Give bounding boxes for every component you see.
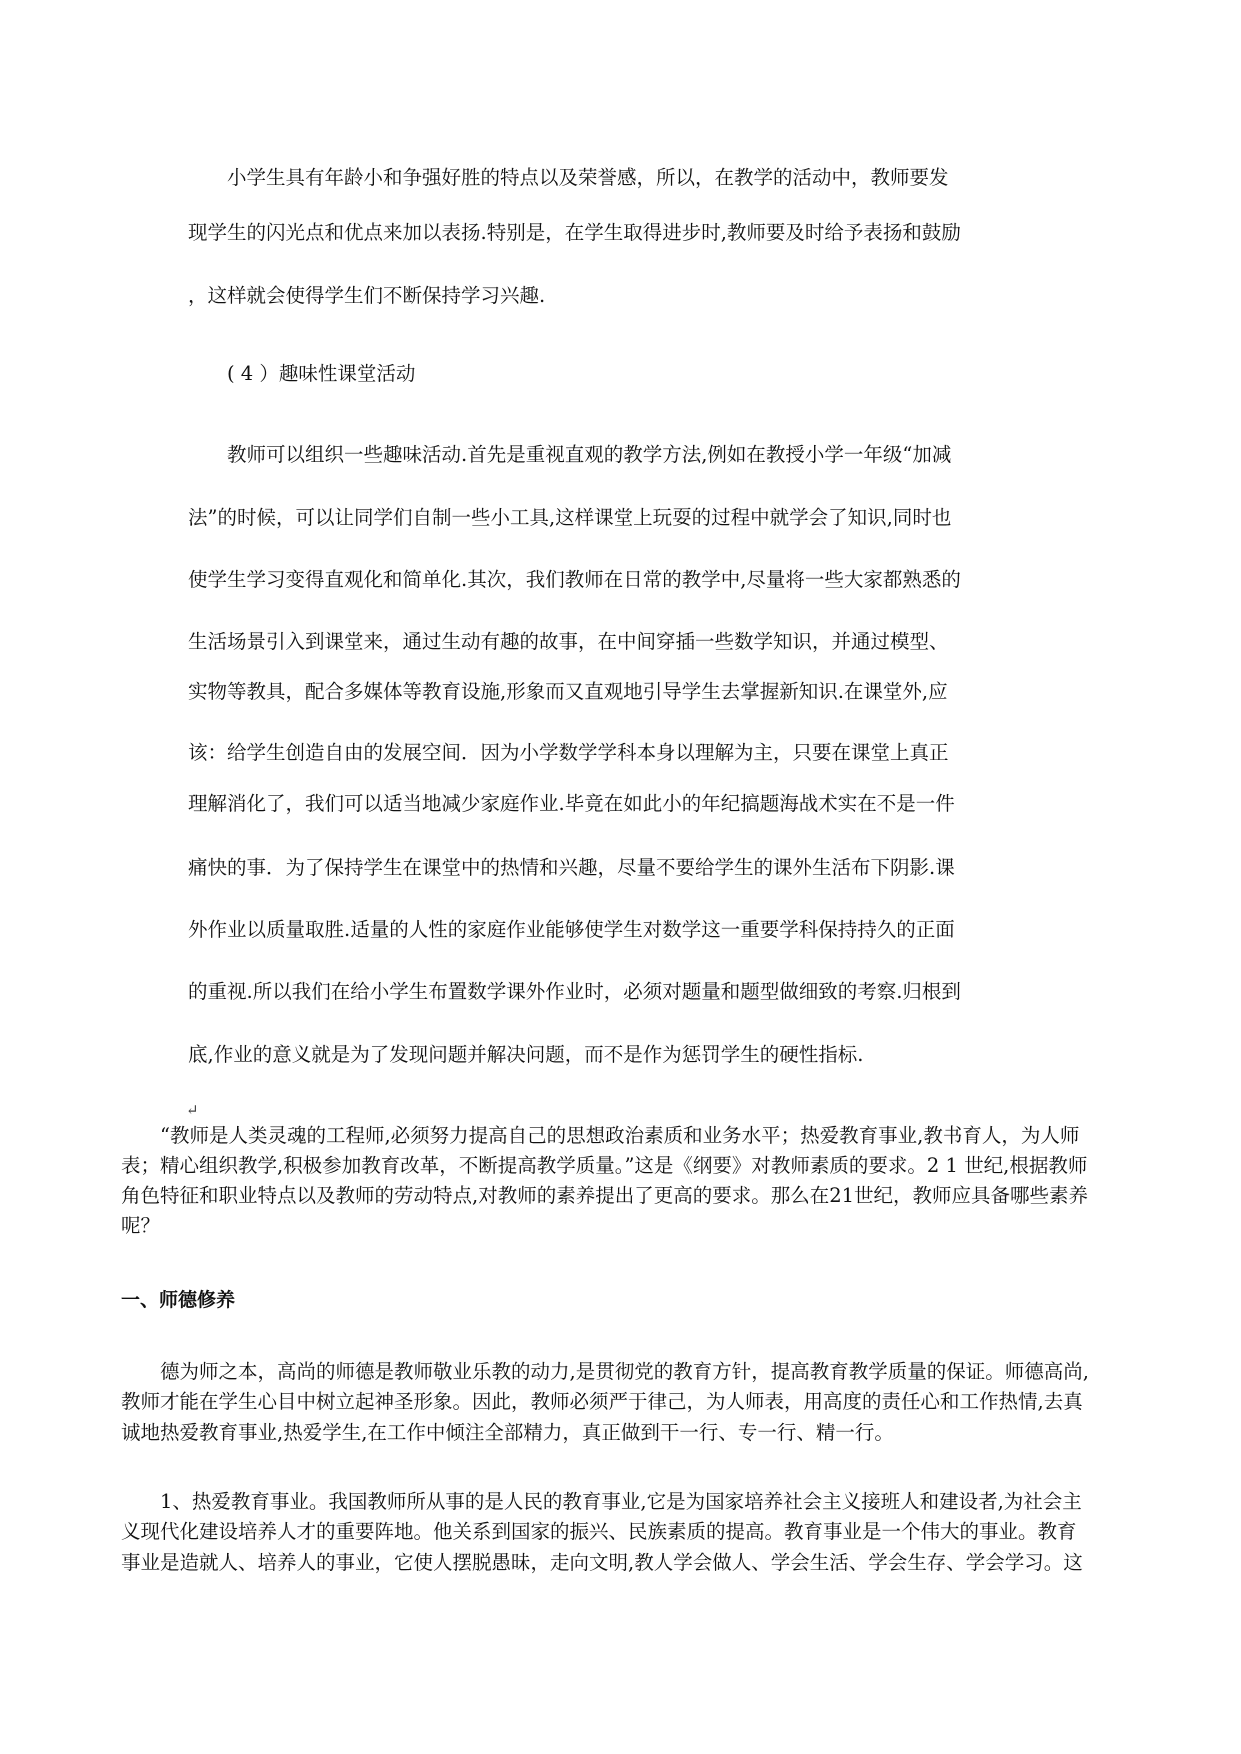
intro-line-1: “教师是人类灵魂的工程师,必须努力提高自己的思想政治素质和业务水平；热爱教育事业,教书育人，为人师 bbox=[121, 1124, 1080, 1147]
para2-line-10: 的重视.所以我们在给小学生布置数学课外作业时，必须对题量和题型做细致的考察.归根到 bbox=[188, 980, 961, 1003]
subheading-fun-activities: ( 4 ）趣味性课堂活动 bbox=[188, 362, 416, 385]
intro-line-2: 表；精心组织教学,积极参加教育改革，不断提高教学质量。”这是《纲要》对教师素质的要求。2 1 世纪,根据教师 bbox=[121, 1154, 1088, 1177]
para1-line-1: 小学生具有年龄小和争强好胜的特点以及荣誉感，所以，在教学的活动中，教师要发 bbox=[188, 166, 949, 189]
para2-line-4: 生活场景引入到课堂来，通过生动有趣的故事，在中间穿插一些数学知识，并通过模型、 bbox=[188, 630, 949, 653]
para2-line-1: 教师可以组织一些趣味活动.首先是重视直观的教学方法,例如在教授小学一年级“加减 bbox=[188, 443, 952, 466]
para2-line-9: 外作业以质量取胜.适量的人性的家庭作业能够使学生对数学这一重要学科保持持久的正面 bbox=[188, 918, 955, 941]
ethics-para-line-3: 诚地热爱教育事业,热爱学生,在工作中倾注全部精力，真正做到干一行、专一行、精一行。 bbox=[121, 1421, 894, 1444]
para2-line-7: 理解消化了，我们可以适当地减少家庭作业.毕竟在如此小的年纪搞题海战术实在不是一件 bbox=[188, 792, 955, 815]
intro-line-3: 角色特征和职业特点以及教师的劳动特点,对教师的素养提出了更高的要求。那么在21世纪，教师应具备哪些素养 bbox=[121, 1184, 1089, 1207]
love-education-line-2: 义现代化建设培养人才的重要阵地。他关系到国家的振兴、民族素质的提高。教育事业是一个伟大的事业。教育 bbox=[121, 1520, 1077, 1543]
ethics-para-line-1: 德为师之本，高尚的师德是教师敬业乐教的动力,是贯彻党的教育方针，提高教育教学质量的保证。师德高尚, bbox=[121, 1360, 1089, 1383]
para2-line-8: 痛快的事．为了保持学生在课堂中的热情和兴趣，尽量不要给学生的课外生活布下阴影.课 bbox=[188, 856, 955, 879]
para2-line-5: 实物等教具，配合多媒体等教育设施,形象而又直观地引导学生去掌握新知识.在课堂外,应 bbox=[188, 680, 948, 703]
ethics-para-line-2: 教师才能在学生心目中树立起神圣形象。因此，教师必须严于律己，为人师表，用高度的责任心和工作热情,去真 bbox=[121, 1390, 1083, 1413]
paragraph-mark: ↵ bbox=[186, 1101, 199, 1119]
love-education-line-1: 1、热爱教育事业。我国教师所从事的是人民的教育事业,它是为国家培养社会主义接班人和建设者,为社会主 bbox=[121, 1490, 1082, 1513]
para2-line-2: 法”的时候，可以让同学们自制一些小工具,这样课堂上玩耍的过程中就学会了知识,同时也 bbox=[188, 506, 952, 529]
para1-line-2: 现学生的闪光点和优点来加以表扬.特别是，在学生取得进步时,教师要及时给予表扬和鼓励 bbox=[188, 221, 961, 244]
section-heading-ethics: 一、师德修养 bbox=[121, 1289, 236, 1311]
intro-line-4: 呢？ bbox=[121, 1214, 161, 1237]
para2-line-11: 底,作业的意义就是为了发现问题并解决问题，而不是作为惩罚学生的硬性指标. bbox=[188, 1043, 864, 1066]
para1-line-3: ，这样就会使得学生们不断保持学习兴趣. bbox=[188, 284, 546, 307]
love-education-line-3: 事业是造就人、培养人的事业，它使人摆脱愚昧，走向文明,教人学会做人、学会生活、学会生存、学会学习。这 bbox=[121, 1551, 1083, 1574]
para2-line-6: 该：给学生创造自由的发展空间．因为小学数学学科本身以理解为主，只要在课堂上真正 bbox=[188, 741, 949, 764]
para2-line-3: 使学生学习变得直观化和简单化.其次，我们教师在日常的教学中,尽量将一些大家都熟悉的 bbox=[188, 568, 961, 591]
